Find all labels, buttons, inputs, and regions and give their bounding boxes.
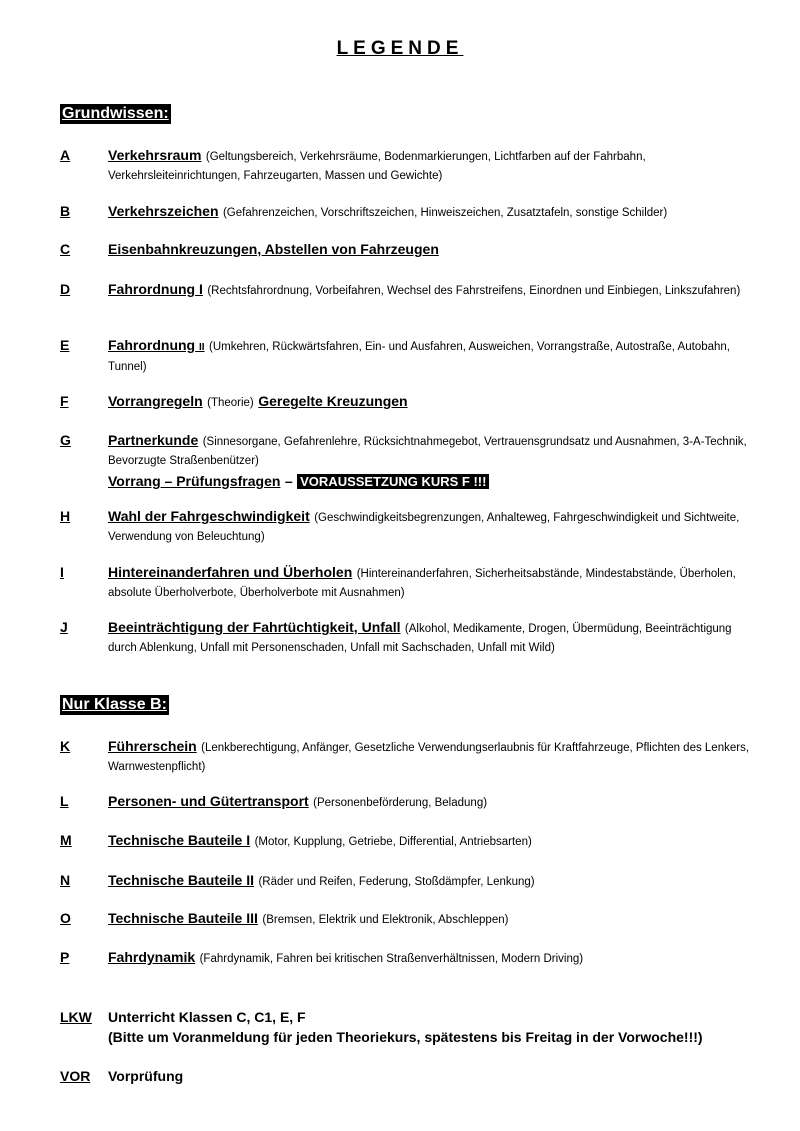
prerequisite-alert-badge: VORAUSSETZUNG KURS F !!! xyxy=(297,474,489,489)
entry-letter: LKW xyxy=(60,1009,92,1025)
entry-description: (Geltungsbereich, Verkehrsräume, Bodenmarkierungen, Lichtfarben auf der Fahrbahn, Verkehrsleiteinrichtungen, Fahrzeugarten, Massen und Gewichte) xyxy=(108,151,646,182)
entry-title-roman: II xyxy=(199,342,205,353)
legend-entry-k xyxy=(60,737,750,776)
entry-letter: G xyxy=(60,432,71,448)
legend-entry-p xyxy=(60,948,750,968)
registration-note: (Bitte um Voranmeldung für jeden Theoriekurs, spätestens bis Freitag in der Vorwoche!!!) xyxy=(108,1029,703,1045)
entry-title: Eisenbahnkreuzungen, Abstellen von Fahrzeugen xyxy=(108,241,439,257)
entry-title: Verkehrsraum xyxy=(108,147,202,163)
entry-description: (Rechtsfahrordnung, Vorbeifahren, Wechsel des Fahrstreifens, Einordnen und Einbiegen, Linkszufahren) xyxy=(207,285,741,297)
entry-description: (Motor, Kupplung, Getriebe, Differential, Antriebsarten) xyxy=(254,836,532,848)
entry-letter: P xyxy=(60,949,70,965)
entry-letter: VOR xyxy=(60,1068,91,1084)
entry-description: (Umkehren, Rückwärtsfahren, Ein- und Ausfahren, Ausweichen, Vorrangstraße, Autostraße, Autobahn, Tunnel) xyxy=(108,341,730,373)
entry-letter: B xyxy=(60,203,71,219)
entry-letter: F xyxy=(60,393,69,409)
entry-title: Hintereinanderfahren und Überholen xyxy=(108,564,353,580)
legend-entry-h xyxy=(60,507,750,546)
entry-title: Unterricht Klassen C, C1, E, F xyxy=(108,1009,306,1025)
entry-title: Wahl der Fahrgeschwindigkeit xyxy=(108,508,310,524)
entry-title: Verkehrszeichen xyxy=(108,203,219,219)
legend-entry-i xyxy=(60,563,750,602)
entry-letter: E xyxy=(60,337,70,353)
legend-entry-d xyxy=(60,280,750,300)
legend-entry-c xyxy=(60,240,750,259)
legend-entry-n xyxy=(60,871,750,891)
entry-title: Technische Bauteile III xyxy=(108,910,258,926)
entry-description: (Fahrdynamik, Fahren bei kritischen Straßenverhältnissen, Modern Driving) xyxy=(199,953,584,965)
entry-description: (Bremsen, Elektrik und Elektronik, Abschleppen) xyxy=(262,914,509,926)
entry-description: (Alkohol, Medikamente, Drogen, Übermüdung, Beeinträchtigung durch Ablenkung, Unfall mit Personenschaden, Unfall mit Sachschaden, Unfall mit Wild) xyxy=(108,623,732,654)
entry-dash: – xyxy=(284,473,293,489)
legend-entry-j xyxy=(60,618,750,657)
entry-description: (Gefahrenzeichen, Vorschriftszeichen, Hinweiszeichen, Zusatztafeln, sonstige Schilder) xyxy=(222,207,668,219)
legend-entry-a xyxy=(60,146,750,185)
entry-title-secondary: Geregelte Kreuzungen xyxy=(258,393,408,409)
entry-letter: N xyxy=(60,872,71,888)
entry-letter: O xyxy=(60,910,71,926)
entry-title: Technische Bauteile I xyxy=(108,832,251,848)
entry-description: (Personenbeförderung, Beladung) xyxy=(313,797,488,809)
entry-letter: H xyxy=(60,508,71,524)
legend-entry-m xyxy=(60,831,750,851)
entry-letter: L xyxy=(60,793,69,809)
legend-entry-b xyxy=(60,202,750,222)
entry-description: (Theorie) xyxy=(207,397,254,409)
entry-title: Führerschein xyxy=(108,738,197,754)
entry-description: (Hintereinanderfahren, Sicherheitsabstände, Mindestabstände, Überholen, absolute Überholverbote, Überholverbote mit Ausnahmen) xyxy=(108,568,736,599)
legend-entry-lkw xyxy=(60,1008,750,1047)
entry-letter: I xyxy=(60,564,64,580)
legend-entry-e xyxy=(60,336,750,376)
legend-entry-l xyxy=(60,792,750,812)
entry-letter: M xyxy=(60,832,72,848)
entry-letter: J xyxy=(60,619,68,635)
section-heading-nur-klasse-b: Nur Klasse B: xyxy=(62,696,167,713)
entry-title: Personen- und Gütertransport xyxy=(108,793,309,809)
entry-title: Beeinträchtigung der Fahrtüchtigkeit, Unfall xyxy=(108,619,401,635)
entry-title: Fahrdynamik xyxy=(108,949,196,965)
entry-letter: D xyxy=(60,281,71,297)
entry-title: Fahrordnung I xyxy=(108,281,203,297)
entry-title: Partnerkunde xyxy=(108,432,199,448)
section-heading-grundwissen: Grundwissen: xyxy=(62,105,169,122)
entry-letter: A xyxy=(60,147,71,163)
entry-description: (Räder und Reifen, Federung, Stoßdämpfer, Lenkung) xyxy=(258,876,535,888)
legend-entry-f xyxy=(60,392,750,412)
entry-subtitle: Vorrang – Prüfungsfragen xyxy=(108,473,281,489)
entry-letter: C xyxy=(60,241,71,257)
entry-description: (Sinnesorgane, Gefahrenlehre, Rücksichtnahmegebot, Vertrauensgrundsatz und Ausnahmen, 3-A-Technik, Bevorzugte Straßenbenützer) xyxy=(108,436,747,467)
entry-letter: K xyxy=(60,738,71,754)
legend-entry-vor xyxy=(60,1067,750,1086)
entry-title: Vorprüfung xyxy=(108,1068,184,1084)
entry-title: Vorrangregeln xyxy=(108,393,203,409)
legend-entry-g xyxy=(60,431,750,491)
entry-title: Technische Bauteile II xyxy=(108,872,255,888)
entry-description: (Lenkberechtigung, Anfänger, Gesetzliche Verwendungserlaubnis für Kraftfahrzeuge, Pflichten des Lenkers, Warnwestenpflicht) xyxy=(108,742,750,773)
legend-entry-o xyxy=(60,909,750,929)
entry-title: Fahrordnung II xyxy=(108,337,205,353)
entry-description: (Geschwindigkeitsbegrenzungen, Anhalteweg, Fahrgeschwindigkeit und Sichtweite, Verwendung von Beleuchtung) xyxy=(108,512,740,543)
page-title: LEGENDE xyxy=(336,38,464,59)
